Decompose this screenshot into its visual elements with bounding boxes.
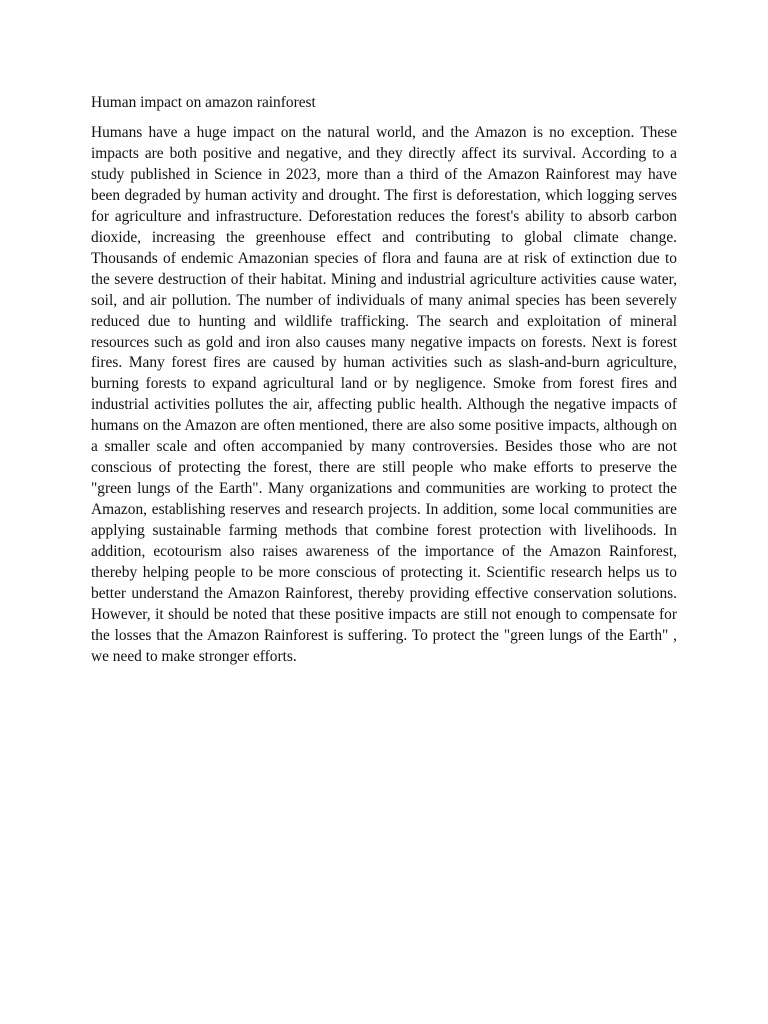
document-title: Human impact on amazon rainforest	[91, 94, 316, 111]
document-body-paragraph: Humans have a huge impact on the natural world, and the Amazon is no exception. These impacts are both positive and negative, and they directly affect its survival. According to a study published in Science in 2023, more than a third of the Amazon Rainforest may have been degraded by human activity and drought. The first is deforestation, which logging serves for agriculture and infrastructure. Deforestation reduces the forest's ability to absorb carbon dioxide, increasing the greenhouse effect and contributing to global climate change. Thousands of endemic Amazonian species of flora and fauna are at risk of extinction due to the severe destruction of their habitat. Mining and industrial agriculture activities cause water, soil, and air pollution. The number of individuals of many animal species has been severely reduced due to hunting and wildlife trafficking. The search and exploitation of mineral resources such as gold and iron also causes many negative impacts on forests. Next is forest fires. Many forest fires are caused by human activities such as slash-and-burn agriculture, burning forests to expand agricultural land or by negligence. Smoke from forest fires and industrial activities pollutes the air, affecting public health. Although the negative impacts of humans on the Amazon are often mentioned, there are also some positive impacts, although on a smaller scale and often accompanied by many controversies. Besides those who are not conscious of protecting the forest, there are still people who make efforts to preserve the "green lungs of the Earth". Many organizations and communities are working to protect the Amazon, establishing reserves and research projects. In addition, some local communities are applying sustainable farming methods that combine forest protection with livelihoods. In addition, ecotourism also raises awareness of the importance of the Amazon Rainforest, thereby helping people to be more conscious of protecting it. Scientific research helps us to better understand the Amazon Rainforest, thereby providing effective conservation solutions. However, it should be noted that these positive impacts are still not enough to compensate for the losses that the Amazon Rainforest is suffering. To protect the "green lungs of the Earth" , we need to make stronger efforts.	[91, 124, 677, 665]
